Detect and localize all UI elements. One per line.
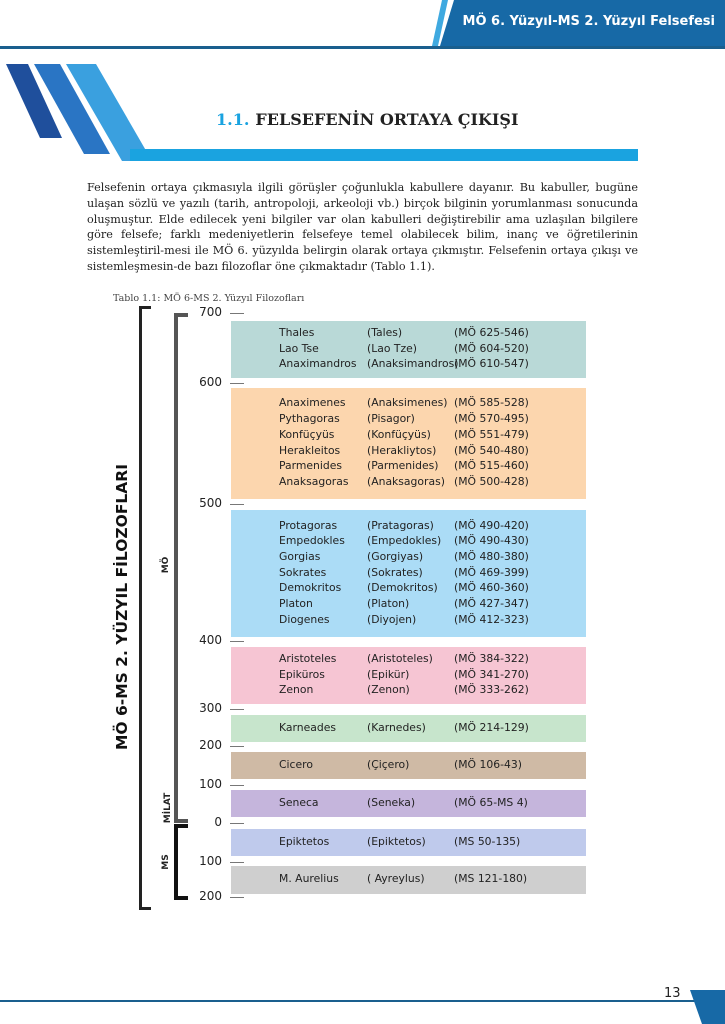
bc-label: MÖ (161, 556, 171, 574)
philosopher-name: Platon (279, 597, 313, 611)
timeline-tick-label: 500 (199, 496, 222, 510)
philosopher-turkish-name: (Karnedes) (367, 720, 426, 734)
philosopher-group (231, 715, 586, 742)
philosopher-name: Lao Tse (279, 341, 319, 355)
philosopher-name: M. Aurelius (279, 872, 339, 886)
philosopher-dates: (MS 121-180) (454, 872, 528, 886)
philosopher-group (231, 647, 586, 704)
philosopher-dates: (MÖ 551-479) (454, 427, 529, 441)
philosopher-dates: (MÖ 65-MS 4) (454, 795, 528, 809)
ad-label: MS (161, 854, 171, 870)
timeline-tick-label: 0 (214, 815, 222, 829)
philosopher-name: Anaximenes (279, 396, 346, 410)
philosopher-name: Aristoteles (279, 651, 337, 665)
philosopher-turkish-name: (Anaksimenes) (367, 396, 448, 410)
philosopher-name: Karneades (279, 720, 336, 734)
philosopher-turkish-name: (Parmenides) (367, 459, 439, 473)
footer-rule (0, 1000, 725, 1002)
philosopher-turkish-name: (Platon) (367, 597, 410, 611)
philosopher-dates: (MÖ 427-347) (454, 597, 529, 611)
philosopher-dates: (MÖ 333-262) (454, 683, 529, 697)
section-title: FELSEFENİN ORTAYA ÇIKIŞI (255, 110, 519, 129)
philosopher-turkish-name: (Pratagoras) (367, 518, 434, 532)
philosopher-name: Epiküros (279, 667, 325, 681)
philosopher-group (231, 829, 586, 856)
timeline-tick-mark (230, 862, 244, 863)
philosopher-turkish-name: ( Ayreylus) (367, 872, 425, 886)
philosopher-group (231, 388, 586, 499)
philosopher-turkish-name: (Demokritos) (367, 581, 438, 595)
timeline-tick-label: 600 (199, 375, 222, 389)
philosopher-dates: (MÖ 625-546) (454, 325, 529, 339)
philosopher-turkish-name: (Sokrates) (367, 565, 423, 579)
philosopher-group (231, 321, 586, 378)
philosopher-group (231, 510, 586, 637)
philosopher-dates: (MÖ 214-129) (454, 720, 529, 734)
philosopher-name: Pythagoras (279, 412, 340, 426)
philosopher-dates: (MÖ 460-360) (454, 581, 529, 595)
philosopher-turkish-name: (Lao Tze) (367, 341, 417, 355)
philosopher-name: Diogenes (279, 612, 330, 626)
philosopher-name: Anaksagoras (279, 474, 349, 488)
intro-paragraph: Felsefenin ortaya çıkmasıyla ilgili görüşler çoğunlukla kabullere dayanır. Bu kabuller, bugüne ulaşan sözlü ve yazılı (tarih, antropoloji, arkeoloji vb.) birçok bilginin yorumlanması sonucunda oluşmuştur. Elde edilecek yeni bilgiler var olan kabulleri değiştirebilir ama uzlaşılan bilgilere göre felsefe; farklı medeniyetlerin felsefeye temel olabilecek bilim, inanç ve öğretilerinin sistemleştiril-mesi ile MÖ 6. yüzyılda belirgin olarak ortaya çıkmıştır. Felsefenin ortaya çıkışı ve sistemleşmesin-de bazı filozoflar öne çıkmaktadır (Tablo 1.1). (87, 181, 638, 273)
timeline-tick-mark (230, 709, 244, 710)
philosopher-dates: (MÖ 412-323) (454, 612, 529, 626)
philosopher-turkish-name: (Pisagor) (367, 412, 415, 426)
timeline-tick-mark (230, 746, 244, 747)
milat-label: MİLAT (163, 792, 173, 824)
philosopher-turkish-name: (Empedokles) (367, 534, 442, 548)
philosopher-turkish-name: (Zenon) (367, 683, 410, 697)
philosopher-dates: (MÖ 570-495) (454, 412, 529, 426)
outer-bracket (139, 306, 151, 910)
philosopher-name: Demokritos (279, 581, 342, 595)
philosopher-name: Seneca (279, 795, 319, 809)
timeline-tick-mark (230, 313, 244, 314)
philosopher-turkish-name: (Diyojen) (367, 612, 417, 626)
philosopher-dates: (MÖ 610-547) (454, 357, 529, 371)
timeline-tick-label: 700 (199, 305, 222, 319)
philosopher-name: Zenon (279, 683, 314, 697)
timeline-tick-label: 300 (199, 701, 222, 715)
philosopher-turkish-name: (Herakliytos) (367, 443, 437, 457)
philosopher-group (231, 752, 586, 779)
philosopher-name: Konfüçyüs (279, 427, 335, 441)
section-heading (216, 110, 518, 129)
philosopher-dates: (MÖ 469-399) (454, 565, 529, 579)
footer-tab (690, 990, 725, 1024)
philosopher-dates: (MÖ 341-270) (454, 667, 529, 681)
philosopher-dates: (MÖ 500-428) (454, 474, 529, 488)
philosopher-dates: (MÖ 480-380) (454, 549, 529, 563)
philosopher-turkish-name: (Epiktetos) (367, 834, 426, 848)
timeline-tick-mark (230, 823, 244, 824)
timeline-tick-label: 100 (199, 854, 222, 868)
philosopher-name: Gorgias (279, 549, 321, 563)
philosopher-dates: (MÖ 490-420) (454, 518, 529, 532)
philosopher-name: Sokrates (279, 565, 327, 579)
section-underline (130, 149, 638, 161)
philosopher-name: Epiktetos (279, 834, 330, 848)
philosopher-name: Protagoras (279, 518, 338, 532)
philosopher-dates: (MÖ 106-43) (454, 757, 522, 771)
timeline-tick-label: 200 (199, 738, 222, 752)
philosopher-turkish-name: (Anaksimandros) (367, 357, 459, 371)
philosopher-group (231, 790, 586, 817)
philosopher-turkish-name: (Epikür) (367, 667, 410, 681)
philosopher-name: Cicero (279, 757, 313, 771)
page-number: 13 (664, 986, 681, 1001)
philosopher-dates: (MÖ 604-520) (454, 341, 529, 355)
philosopher-dates: (MÖ 540-480) (454, 443, 529, 457)
philosopher-turkish-name: (Tales) (367, 325, 403, 339)
philosopher-name: Empedokles (279, 534, 345, 548)
header-rule (0, 46, 725, 49)
philosopher-turkish-name: (Seneka) (367, 795, 416, 809)
philosopher-turkish-name: (Gorgiyas) (367, 549, 424, 563)
philosopher-turkish-name: (Anaksagoras) (367, 474, 445, 488)
philosopher-turkish-name: (Aristoteles) (367, 651, 433, 665)
philosopher-name: Anaximandros (279, 357, 357, 371)
timeline-tick-mark (230, 897, 244, 898)
timeline-tick-mark (230, 504, 244, 505)
philosopher-turkish-name: (Konfüçyüs) (367, 427, 431, 441)
philosopher-dates: (MÖ 384-322) (454, 651, 529, 665)
timeline-tick-mark (230, 785, 244, 786)
timeline-tick-label: 400 (199, 633, 222, 647)
philosopher-dates: (MÖ 490-430) (454, 534, 529, 548)
vertical-table-title: MÖ 6-MS 2. YÜZYIL FİLOZOFLARI (113, 463, 131, 751)
philosopher-group (231, 866, 586, 894)
philosopher-name: Herakleitos (279, 443, 341, 457)
philosopher-dates: (MS 50-135) (454, 834, 521, 848)
philosopher-dates: (MÖ 515-460) (454, 459, 529, 473)
philosopher-turkish-name: (Çiçero) (367, 757, 410, 771)
philosopher-name: Parmenides (279, 459, 343, 473)
timeline-tick-mark (230, 641, 244, 642)
running-header-title: MÖ 6. Yüzyıl-MS 2. Yüzyıl Felsefesi (462, 14, 715, 29)
timeline-tick-mark (230, 383, 244, 384)
section-number: 1.1. (216, 110, 250, 129)
timeline-tick-label: 200 (199, 889, 222, 903)
philosopher-dates: (MÖ 585-528) (454, 396, 529, 410)
timeline-tick-label: 100 (199, 777, 222, 791)
table-caption: Tablo 1.1: MÖ 6-MS 2. Yüzyıl Filozofları (113, 293, 305, 304)
philosopher-name: Thales (279, 325, 315, 339)
